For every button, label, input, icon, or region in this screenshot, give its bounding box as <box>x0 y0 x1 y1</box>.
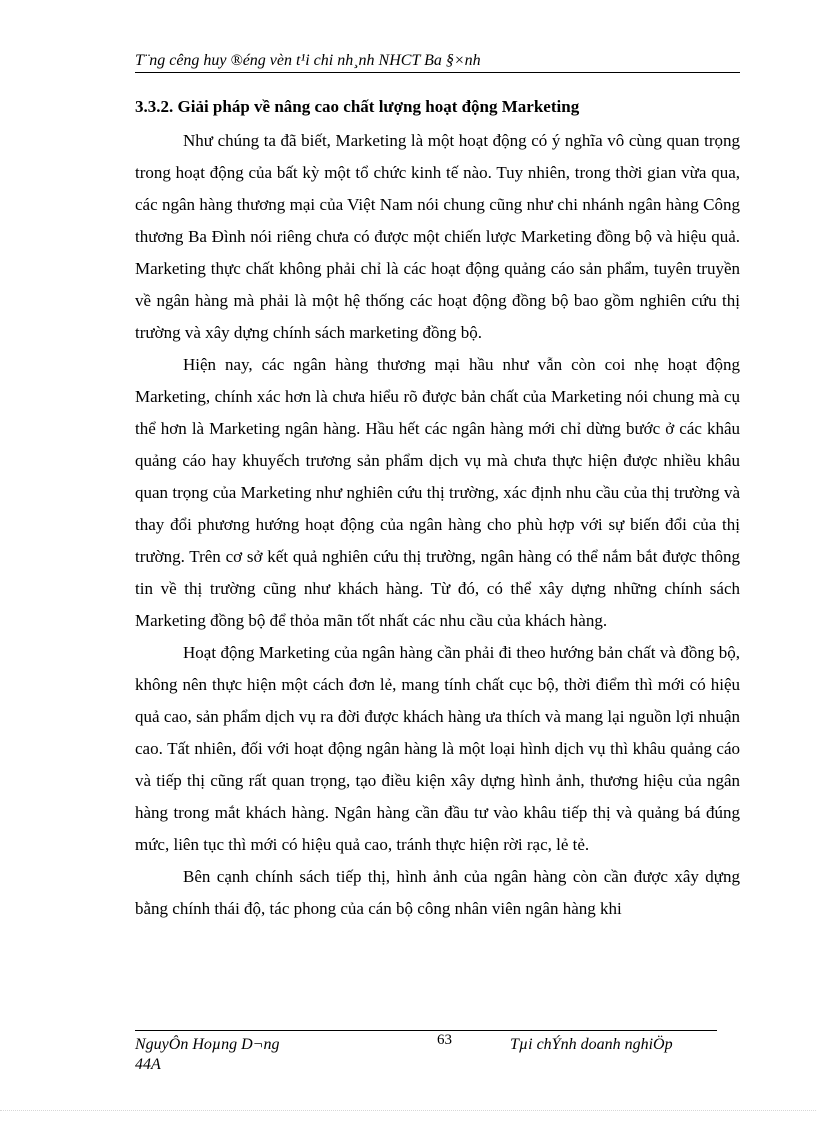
page-edge-divider <box>0 1110 816 1111</box>
footer-field: Tµi chÝnh doanh nghiÖp <box>510 1036 673 1053</box>
section-heading: 3.3.2. Giải pháp về nâng cao chất lượng hoạt động Marketing <box>135 97 580 116</box>
page-number: 63 <box>437 1032 452 1048</box>
paragraph: Bên cạnh chính sách tiếp thị, hình ảnh của ngân hàng còn cần được xây dựng bằng chính thái độ, tác phong của cán bộ công nhân viên ngân hàng khi <box>135 867 740 918</box>
footer-class: 44A <box>135 1056 161 1073</box>
page-footer <box>135 1030 717 1073</box>
paragraph: Hoạt động Marketing của ngân hàng cần phải đi theo hướng bản chất và đồng bộ, không nên thực hiện một cách đơn lẻ, mang tính chất cục bộ, thời điểm thì mới có hiệu quả cao, sản phẩm dịch vụ ra đời được khách hàng ưa thích và mang lại nguồn lợi nhuận cao. Tất nhiên, đối với hoạt động ngân hàng là một loại hình dịch vụ thì khâu quảng cáo và tiếp thị cũng rất quan trọng, tạo điều kiện xây dựng hình ảnh, thương hiệu của ngân hàng trong mắt khách hàng. Ngân hàng cần đầu tư vào khâu tiếp thị và quảng bá đúng mức, liên tục thì mới có hiệu quả cao, tránh thực hiện rời rạc, lẻ tẻ. <box>135 643 740 854</box>
paragraph: Như chúng ta đã biết, Marketing là một hoạt động có ý nghĩa vô cùng quan trọng trong hoạt động của bất kỳ một tổ chức kinh tế nào. Tuy nhiên, trong thời gian vừa qua, các ngân hàng thương mại của Việt Nam nói chung cũng như chi nhánh ngân hàng Công thương Ba Đình nói riêng chưa có được một chiến lược Marketing đồng bộ và hiệu quả. Marketing thực chất không phải chỉ là các hoạt động quảng cáo sản phẩm, tuyên truyền về ngân hàng mà phải là một hệ thống các hoạt động đồng bộ bao gồm nghiên cứu thị trường và xây dựng chính sách marketing đồng bộ. <box>135 131 740 342</box>
page-content <box>135 96 740 925</box>
paragraph: Hiện nay, các ngân hàng thương mại hầu như vẫn còn coi nhẹ hoạt động Marketing, chính xác hơn là chưa hiểu rõ được bản chất của Marketing nói chung mà cụ thể hơn là Marketing ngân hàng. Hầu hết các ngân hàng mới chỉ dừng bước ở các khâu quảng cáo hay khuyếch trương sản phẩm dịch vụ mà chưa thực hiện được nhiều khâu quan trọng của Marketing như nghiên cứu thị trường, xác định nhu cầu của thị trường và thay đổi phương hướng hoạt động của ngân hàng cho phù hợp với sự biến đổi của thị trường. Trên cơ sở kết quả nghiên cứu thị trường, ngân hàng có thể nắm bắt được thông tin về thị trường cũng như khách hàng. Từ đó, có thể xây dựng những chính sách Marketing đồng bộ để thỏa mãn tốt nhất các nhu cầu của khách hàng. <box>135 355 740 630</box>
page-header: T¨ng cêng huy ®éng vèn t¹i chi nh¸nh NHCT Ba §×nh <box>135 52 740 73</box>
footer-author: NguyÔn Hoµng D¬ng <box>135 1036 280 1053</box>
